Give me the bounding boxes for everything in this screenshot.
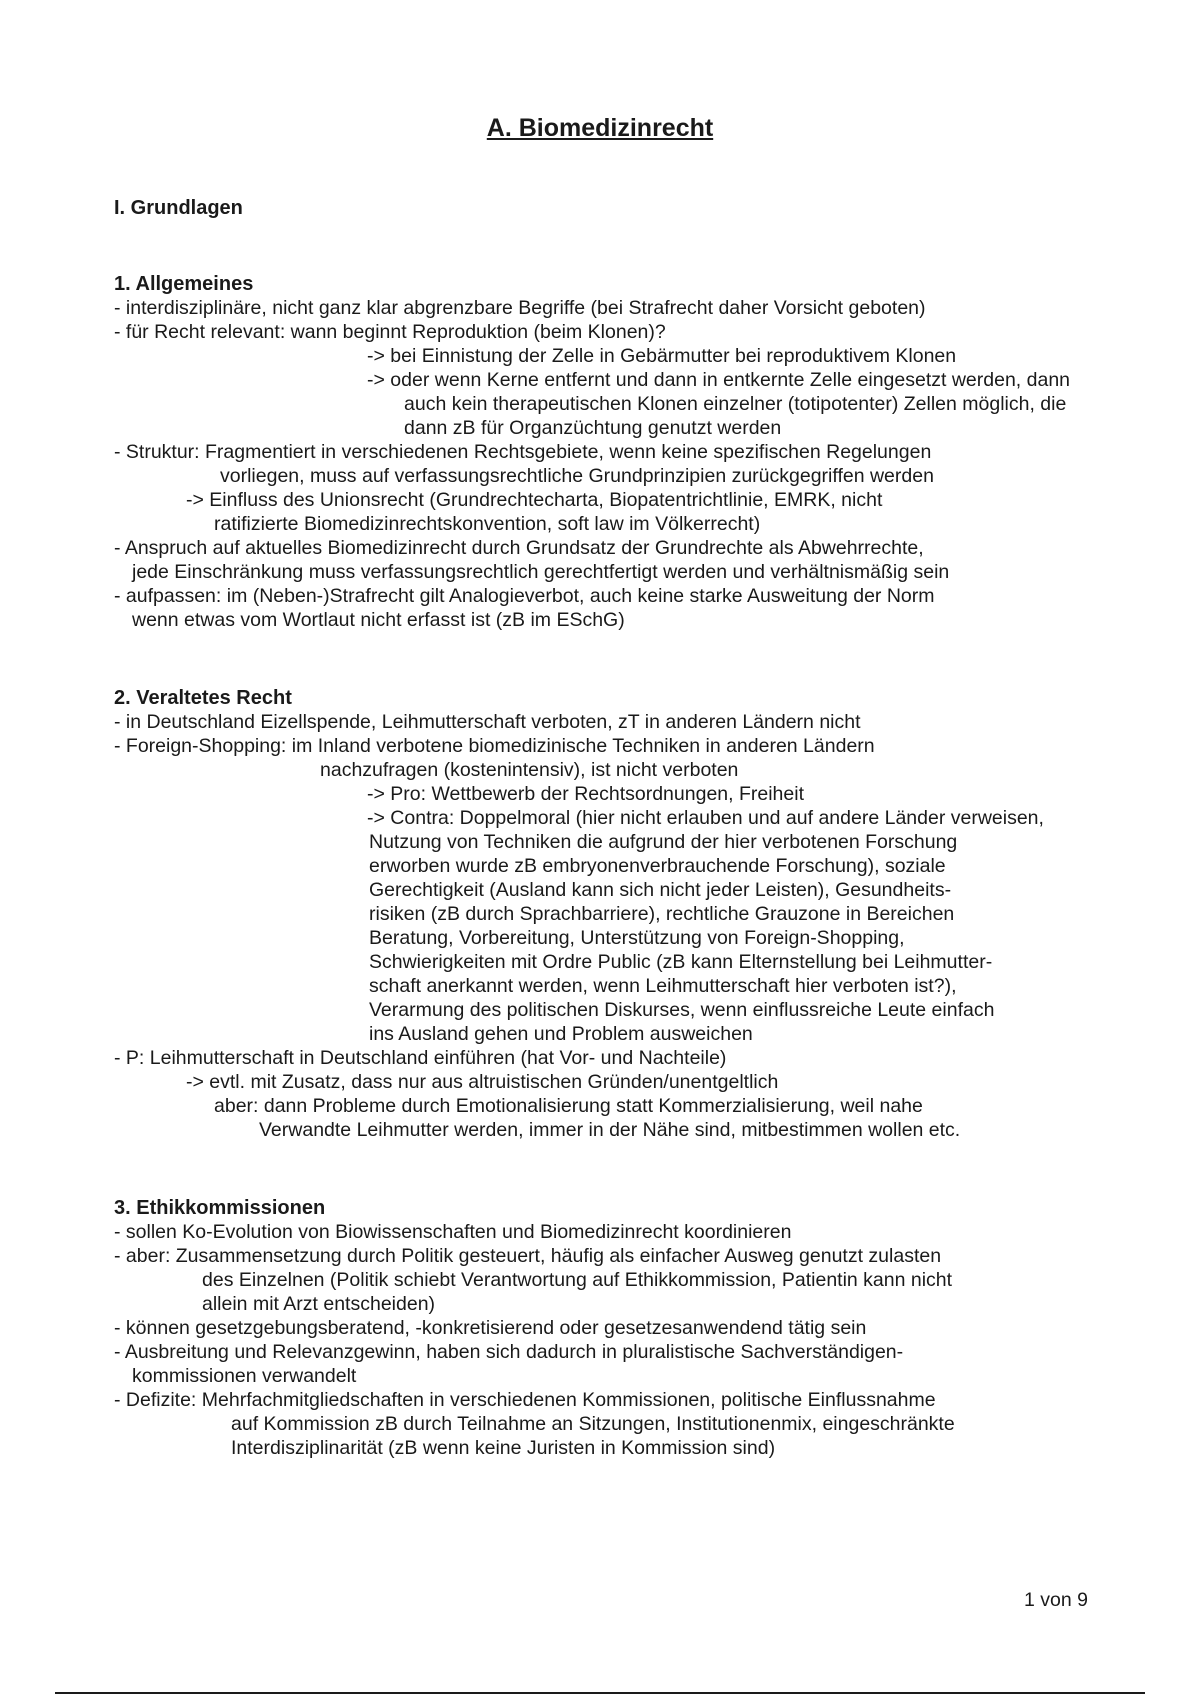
text-line: wenn etwas vom Wortlaut nicht erfasst ist (zB im ESchG) <box>132 609 625 631</box>
text-line: auch kein therapeutischen Klonen einzelner (totipotenter) Zellen möglich, die <box>404 393 1067 415</box>
text-line: auf Kommission zB durch Teilnahme an Sitzungen, Institutionenmix, eingeschränkte <box>231 1413 955 1435</box>
page-title: A. Biomedizinrecht <box>486 114 714 142</box>
chapter-heading: I. Grundlagen <box>114 197 243 219</box>
text-line: - aber: Zusammensetzung durch Politik gesteuert, häufig als einfacher Ausweg genutzt zulasten <box>114 1245 942 1267</box>
text-line: Schwierigkeiten mit Ordre Public (zB kann Elternstellung bei Leihmutter- <box>369 951 993 973</box>
text-line: ratifizierte Biomedizinrechtskonvention, soft law im Völkerrecht) <box>214 513 761 535</box>
text-line: - in Deutschland Eizellspende, Leihmutterschaft verboten, zT in anderen Ländern nicht <box>114 711 861 733</box>
text-line: Verwandte Leihmutter werden, immer in der Nähe sind, mitbestimmen wollen etc. <box>259 1119 961 1141</box>
page-number: 1 von 9 <box>1024 1589 1088 1611</box>
text-line: ins Ausland gehen und Problem ausweichen <box>369 1023 753 1045</box>
text-line: risiken (zB durch Sprachbarriere), rechtliche Grauzone in Bereichen <box>369 903 955 925</box>
text-line: -> bei Einnistung der Zelle in Gebärmutter bei reproduktivem Klonen <box>367 345 957 367</box>
text-line: - Struktur: Fragmentiert in verschiedenen Rechtsgebiete, wenn keine spezifischen Regelungen <box>114 441 932 463</box>
text-line: aber: dann Probleme durch Emotionalisierung statt Kommerzialisierung, weil nahe <box>214 1095 923 1117</box>
text-line: Nutzung von Techniken die aufgrund der hier verbotenen Forschung <box>369 831 958 853</box>
text-line: Verarmung des politischen Diskurses, wenn einflussreiche Leute einfach <box>369 999 995 1021</box>
text-line: - für Recht relevant: wann beginnt Reproduktion (beim Klonen)? <box>114 321 666 343</box>
section-heading: 2. Veraltetes Recht <box>114 687 292 709</box>
text-line: -> oder wenn Kerne entfernt und dann in entkernte Zelle eingesetzt werden, dann <box>367 369 1071 391</box>
text-line: -> Einfluss des Unionsrecht (Grundrechtecharta, Biopatentrichtlinie, EMRK, nicht <box>186 489 883 511</box>
text-line: - Anspruch auf aktuelles Biomedizinrecht durch Grundsatz der Grundrechte als Abwehrrechte, <box>114 537 924 559</box>
text-line: Interdisziplinarität (zB wenn keine Juristen in Kommission sind) <box>231 1437 776 1459</box>
text-line: allein mit Arzt entscheiden) <box>202 1293 436 1315</box>
text-line: -> Contra: Doppelmoral (hier nicht erlauben und auf andere Länder verweisen, <box>367 807 1044 829</box>
bottom-divider <box>55 1692 1145 1694</box>
text-line: jede Einschränkung muss verfassungsrechtlich gerechtfertigt werden und verhältnismäßig sein <box>132 561 950 583</box>
text-line: nachzufragen (kostenintensiv), ist nicht verboten <box>320 759 739 781</box>
section-veraltetes-recht <box>114 686 1114 1142</box>
section-ethikkommissionen <box>114 1196 1114 1460</box>
text-line: vorliegen, muss auf verfassungsrechtliche Grundprinzipien zurückgegriffen werden <box>220 465 934 487</box>
text-line: schaft anerkannt werden, wenn Leihmutterschaft hier verboten ist?), <box>369 975 957 997</box>
text-line: -> Pro: Wettbewerb der Rechtsordnungen, Freiheit <box>367 783 804 805</box>
text-line: Gerechtigkeit (Ausland kann sich nicht jeder Leisten), Gesundheits- <box>369 879 952 901</box>
text-line: des Einzelnen (Politik schiebt Verantwortung auf Ethikkommission, Patientin kann nicht <box>202 1269 953 1291</box>
text-line: Beratung, Vorbereitung, Unterstützung von Foreign-Shopping, <box>369 927 905 949</box>
text-line: - P: Leihmutterschaft in Deutschland einführen (hat Vor- und Nachteile) <box>114 1047 727 1069</box>
text-line: - aufpassen: im (Neben-)Strafrecht gilt Analogieverbot, auch keine starke Ausweitung der Norm <box>114 585 935 607</box>
section-heading: 1. Allgemeines <box>114 273 254 295</box>
text-line: - interdisziplinäre, nicht ganz klar abgrenzbare Begriffe (bei Strafrecht daher Vorsicht geboten) <box>114 297 926 319</box>
text-line: erworben wurde zB embryonenverbrauchende Forschung), soziale <box>369 855 946 877</box>
text-line: - sollen Ko-Evolution von Biowissenschaften und Biomedizinrecht koordinieren <box>114 1221 792 1243</box>
section-heading: 3. Ethikkommissionen <box>114 1197 326 1219</box>
text-line: kommissionen verwandelt <box>132 1365 357 1387</box>
section-allgemeines <box>114 272 1114 632</box>
text-line: dann zB für Organzüchtung genutzt werden <box>404 417 782 439</box>
text-line: - Ausbreitung und Relevanzgewinn, haben sich dadurch in pluralistische Sachverständigen- <box>114 1341 904 1363</box>
text-line: - können gesetzgebungsberatend, -konkretisierend oder gesetzesanwendend tätig sein <box>114 1317 867 1339</box>
text-line: -> evtl. mit Zusatz, dass nur aus altruistischen Gründen/unentgeltlich <box>186 1071 779 1093</box>
text-line: - Foreign-Shopping: im Inland verbotene biomedizinische Techniken in anderen Ländern <box>114 735 875 757</box>
text-line: - Defizite: Mehrfachmitgliedschaften in verschiedenen Kommissionen, politische Einflussnahme <box>114 1389 936 1411</box>
